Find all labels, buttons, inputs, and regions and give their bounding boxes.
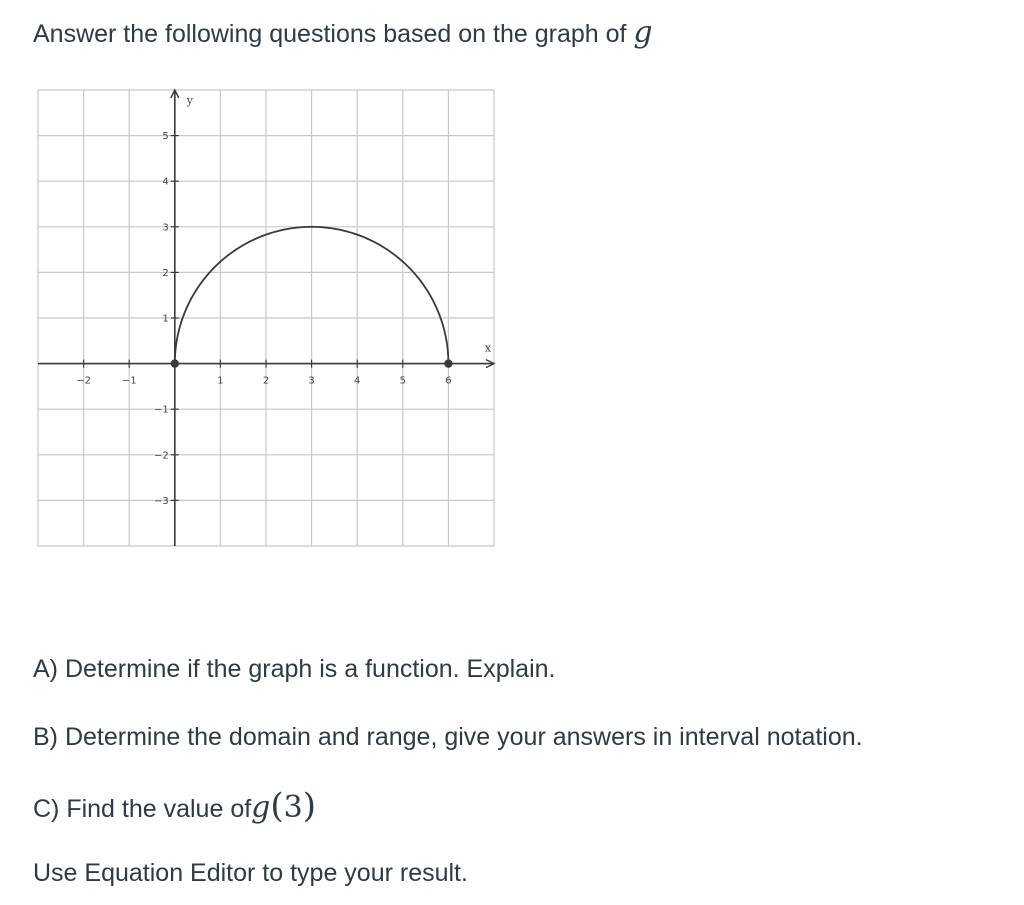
y-tick-label: 2	[162, 267, 169, 279]
y-tick-label: 3	[162, 222, 169, 234]
x-tick-label: 3	[308, 375, 315, 387]
question-c	[33, 786, 316, 827]
x-tick-label: 5	[399, 375, 406, 387]
y-tick-label: −3	[154, 495, 169, 507]
question-c-open-paren: (	[270, 786, 284, 826]
prompt-text: Answer the following questions based on the graph of	[33, 20, 634, 48]
instructions: Use Equation Editor to type your result.	[33, 859, 468, 887]
y-axis-label: y	[186, 94, 194, 107]
x-tick-label: −1	[121, 375, 137, 387]
x-tick-label: 4	[354, 375, 361, 387]
y-tick-label: 5	[162, 131, 169, 143]
x-tick-label: 1	[217, 375, 224, 387]
y-tick-label: 1	[162, 313, 169, 325]
x-tick-label: 2	[262, 375, 270, 387]
question-c-text: C) Find the value of	[33, 795, 252, 823]
x-axis-label: x	[484, 341, 492, 355]
question-a: A) Determine if the graph is a function. Explain.	[33, 655, 556, 683]
question-c-close-paren: )	[302, 786, 317, 826]
function-name-g: g	[633, 15, 653, 50]
endpoint-closed-dot	[445, 360, 452, 367]
endpoint-closed-dot	[171, 360, 178, 367]
y-tick-label: −2	[154, 450, 169, 462]
x-tick-label: −2	[76, 375, 91, 387]
y-tick-label: 4	[162, 176, 169, 188]
y-tick-label: −1	[154, 404, 169, 416]
question-b: B) Determine the domain and range, give your answers in interval notation.	[33, 723, 863, 751]
x-tick-label: 6	[445, 375, 452, 387]
question-c-argument: 3	[283, 790, 303, 825]
question-c-function: g	[251, 790, 271, 825]
